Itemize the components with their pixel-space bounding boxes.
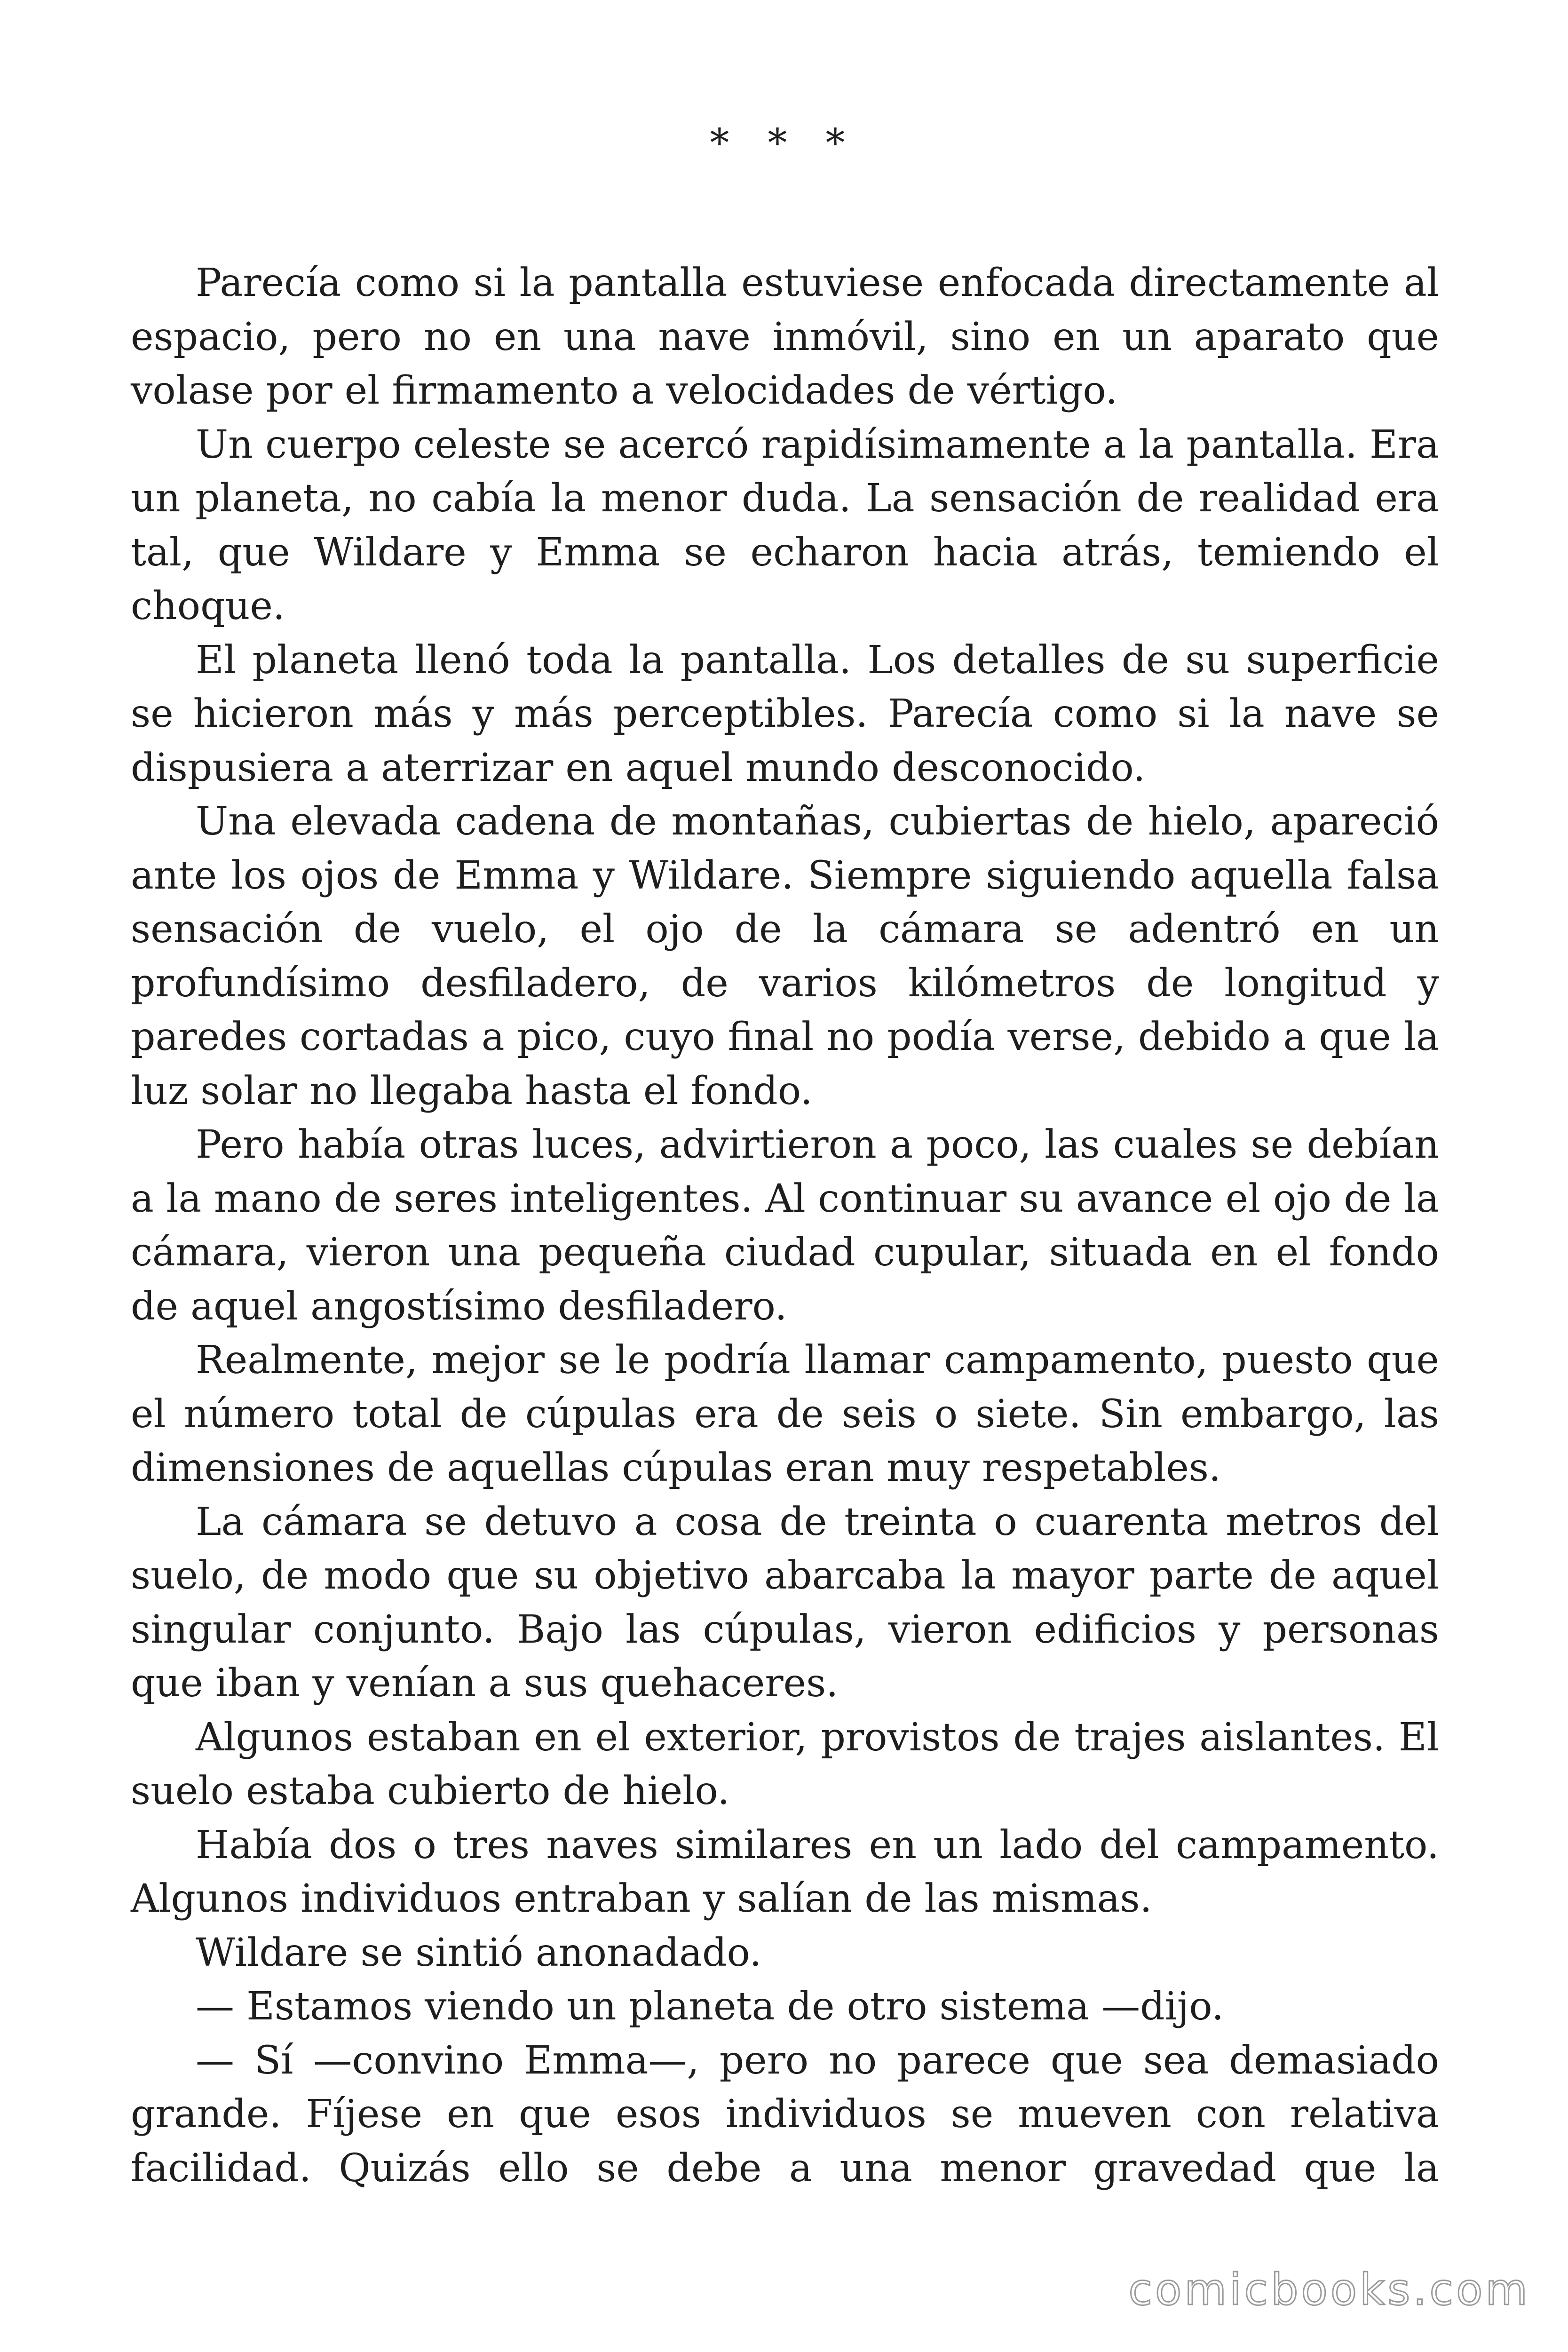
paragraph: — Sí —convino Emma—, pero no parece que sea demasiado grande. Fíjese en que esos individuos se mueven con relativa facilidad. Quizás ello se debe a una menor gravedad que la [131, 2038, 1439, 2191]
paragraph: Había dos o tres naves similares en un lado del campamento. Algunos individuos entraban y salían de las mismas. [131, 1822, 1439, 1921]
paragraph: La cámara se detuvo a cosa de treinta o cuarenta metros del suelo, de modo que su objetivo abarcaba la mayor parte de aquel singular conjunto. Bajo las cúpulas, vieron edificios y personas que iban y venían a sus quehaceres. [131, 1499, 1439, 1706]
section-separator: * * * [710, 121, 858, 166]
paragraph: Realmente, mejor se le podría llamar campamento, puesto que el número total de cúpulas era de seis o siete. Sin embargo, las dimensiones de aquellas cúpulas eran muy respetables. [131, 1338, 1439, 1490]
paragraph: Un cuerpo celeste se acercó rapidísimamente a la pantalla. Era un planeta, no cabía la menor duda. La sensación de realidad era tal, que Wildare y Emma se echaron hacia atrás, temiendo el choque. [131, 422, 1439, 628]
paragraph: Una elevada cadena de montañas, cubiertas de hielo, apareció ante los ojos de Emma y Wildare. Siempre siguiendo aquella falsa sensación de vuelo, el ojo de la cámara se adentró en un profundísimo desfiladero, de varios kilómetros de longitud y paredes cortadas a pico, cuyo final no podía verse, debido a que la luz solar no llegaba hasta el fondo. [131, 799, 1439, 1113]
paragraph: Algunos estaban en el exterior, provistos de trajes aislantes. El suelo estaba cubierto de hielo. [131, 1715, 1439, 1813]
watermark: comicbooks.com [1128, 2265, 1530, 2315]
paragraph: — Estamos viendo un planeta de otro sistema —dijo. [196, 1984, 1224, 2029]
paragraph: Pero había otras luces, advirtieron a poco, las cuales se debían a la mano de seres inteligentes. Al continuar su avance el ojo de la cámara, vieron una pequeña ciudad cupular, situada en el fondo de aquel angostísimo desfiladero. [131, 1122, 1439, 1329]
paragraph: El planeta llenó toda la pantalla. Los detalles de su superficie se hicieron más y más perceptibles. Parecía como si la nave se dispusiera a aterrizar en aquel mundo desconocido. [131, 637, 1439, 790]
paragraph: Parecía como si la pantalla estuviese enfocada directamente al espacio, pero no en una nave inmóvil, sino en un aparato que volase por el firmamento a velocidades de vértigo. [131, 261, 1439, 413]
paragraph: Wildare se sintió anonadado. [196, 1930, 762, 1975]
body-text [131, 256, 1439, 2195]
